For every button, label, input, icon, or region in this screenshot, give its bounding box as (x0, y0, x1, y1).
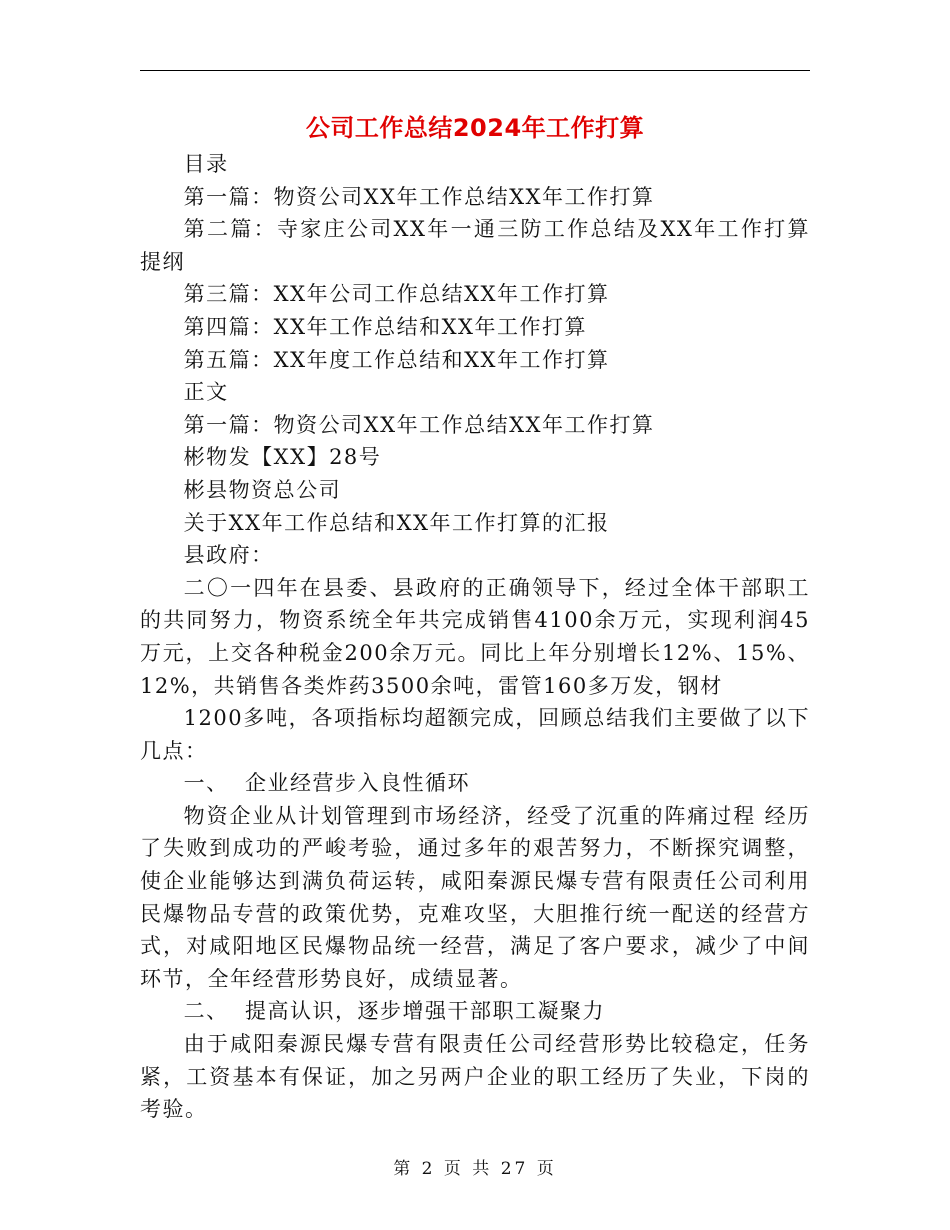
chapter-title: 第一篇：物资公司XX年工作总结XX年工作打算 (183, 412, 655, 437)
page-number: 第 2 页 共 27 页 (393, 1159, 557, 1179)
toc-item: 第三篇：XX年公司工作总结XX年工作打算 (183, 282, 610, 307)
body-paragraph: 由于咸阳秦源民爆专营有限责任公司经营形势比较稳定，任务紧，工资基本有保证，加之另两户企业的职工经历了失业，下岗的考验。 (140, 1032, 810, 1122)
toc-item: 第五篇：XX年度工作总结和XX年工作打算 (183, 347, 610, 372)
toc-item: 第一篇：物资公司XX年工作总结XX年工作打算 (183, 184, 655, 209)
salutation: 县政府： (183, 543, 274, 568)
header-rule (140, 70, 810, 71)
body-heading: 正文 (183, 380, 229, 405)
toc-item: 第四篇：XX年工作总结和XX年工作打算 (183, 314, 587, 339)
toc-item: 第二篇：寺家庄公司XX年一通三防工作总结及XX年工作打算提纲 (140, 217, 810, 274)
issuer-name: 彬县物资总公司 (183, 477, 342, 502)
report-subject: 关于XX年工作总结和XX年工作打算的汇报 (183, 510, 610, 535)
section-heading: 二、 提高认识，逐步增强干部职工凝聚力 (183, 999, 606, 1024)
document-number: 彬物发【XX】28号 (183, 445, 382, 470)
toc-heading: 目录 (183, 152, 229, 176)
document-title: 公司工作总结2024年工作打算 (305, 114, 645, 142)
document-body (140, 148, 810, 1126)
body-paragraph: 1200多吨，各项指标均超额完成，回顾总结我们主要做了以下几点： (140, 706, 810, 763)
body-paragraph: 物资企业从计划管理到市场经济，经受了沉重的阵痛过程 经历了失败到成功的严峻考验，通过多年的艰苦努力，不断探究调整，使企业能够达到满负荷运转，咸阳秦源民爆专营有限责任公司利用民爆物品专营的政策优势，克难攻坚，大胆推行统一配送的经营方式，对咸阳地区民爆物品统一经营，满足了客户要求，减少了中间环节，全年经营形势良好，成绩显著。 (140, 803, 810, 991)
section-heading: 一、 企业经营步入良性循环 (183, 771, 471, 796)
body-paragraph: 二〇一四年在县委、县政府的正确领导下，经过全体干部职工的共同努力，物资系统全年共完成销售4100余万元，实现利润45万元，上交各种税金200余万元。同比上年分别增长12%、15%、12%，共销售各类炸药3500余吨，雷管160多万发，钢材 (140, 575, 810, 698)
